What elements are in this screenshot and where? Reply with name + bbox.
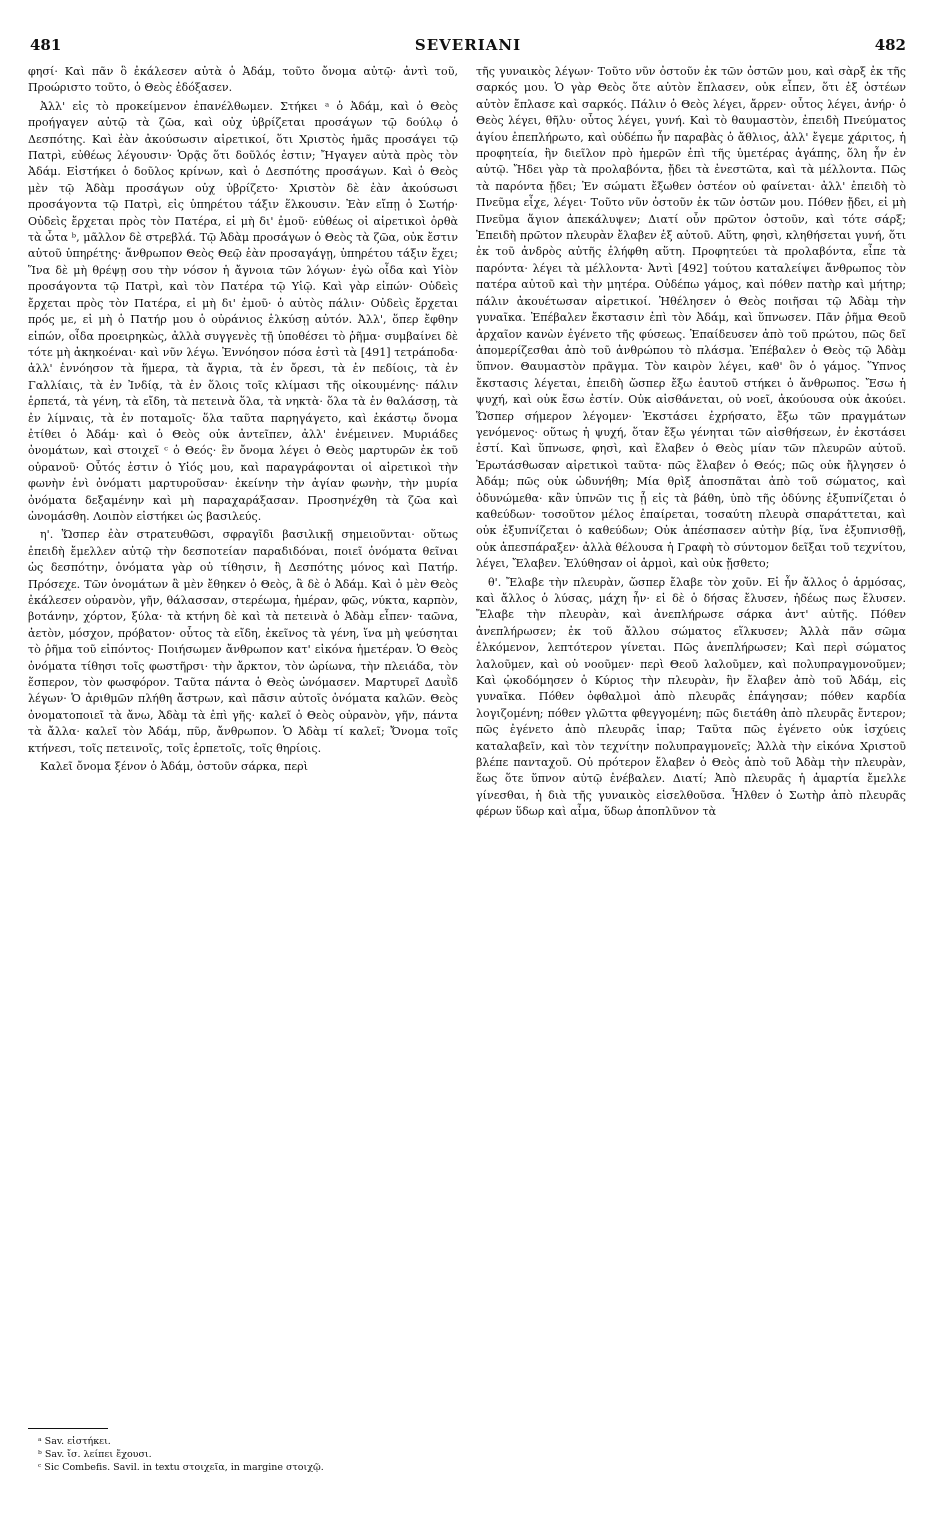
paragraph: Ἀλλ' εἰς τὸ προκείμενον ἐπανέλθωμεν. Στήκει ᵃ ὁ Ἀδάμ, καὶ ὁ Θεὸς προήγαγεν αὐτῷ τὰ ζῶα, καὶ οὐχ ὑβρίζεται προσάγων τῷ δούλῳ ὁ Δεσπότης. Καὶ ἐὰν ἀκούσωσιν αἱρετικοί, ὅτι Χριστὸς ἡμᾶς προσάγει τῷ Πατρὶ, εὐθέως λέγουσιν· Ὁρᾷς ὅτι δοῦλός ἐστιν; Ἤγαγεν αὐτὰ πρὸς τὸν Ἀδάμ. Εἰστήκει ὁ δοῦλος κρίνων, καὶ ὁ Δεσπότης προσάγων. Καὶ ὁ Θεὸς μὲν τῷ Ἀδὰμ προσάγων οὐχ ὑβρίζετο· Χριστὸν δὲ ἐὰν ἀκούσωσι προσάγοντα τῷ Πατρὶ, εἰς ὑπηρέτου τάξιν ἕλκουσιν. Ἐὰν εἴπῃ ὁ Σωτήρ· Οὐδεὶς ἔρχεται πρὸς τὸν Πατέρα, εἰ μὴ δι' ἐμοῦ· εὐθέως οἱ αἱρετικοὶ ὀρθὰ τὰ ὦτα ᵇ, μᾶλλον δὲ στρεβλά. Τῷ Ἀδὰμ προσάγων ὁ Θεὸς τὰ ζῶα, οὐκ ἔστιν αὐτοῦ ὑπηρέτης· ἄνθρωπον Θεὸς Θεῷ ἐὰν προσαγάγῃ, ὑπηρέτου τάξιν ἔχει; Ἵνα δὲ μὴ θρέψῃ σου τὴν νόσον ἡ ἄγνοια τῶν λόγων· ἐγὼ οἶδα καὶ Υἱὸν προσάγοντα τῷ Πατρὶ, καὶ τὸν Πατέρα τῷ Υἱῷ. Καὶ γὰρ εἰπών· Οὐδεὶς ἔρχεται πρὸς τὸν Πατέρα, εἰ μὴ δι' ἐμοῦ· ὁ αὐτὸς πάλιν· Οὐδεὶς ἔρχεται πρός με, εἰ μὴ ὁ Πατήρ μου ὁ οὐράνιος ἑλκύσῃ αὐτόν. Ἀλλ', ὅπερ ἔφθην εἰπών, οἶδα προειρηκὼς, ἀλλὰ συγγενὲς τῇ ὑποθέσει τὸ ῥῆμα· συμβαίνει δὲ τότε μὴ ἀκηκοέναι· καὶ νῦν λέγω. Ἐννόησον πόσα ἐστὶ τὰ [491] τετράποδα· ἀλλ' ἐννόησον τὰ ἥμερα, τὰ ἄγρια, τὰ ἐν ὄρεσι, τὰ ἐν πεδίοις, τὰ ἐν Γαλλίαις, τὰ ἐν Ἰνδίᾳ, τὰ ἐν ὅλοις τοῖς κλίμασι τῆς οἰκουμένης· πάλιν ἑρπετά, τὰ γένη, τὰ εἴδη, τὰ πετεινὰ ὅλα, τὰ νηκτὰ· ὅλα τὰ ἐν θαλάσσῃ, τὰ ἐν λίμναις, τὰ ἐν ποταμοῖς· ὅλα ταῦτα παρηγάγετο, καὶ ἑκάστῳ ὄνομα ἐτίθει ὁ Ἀδάμ· καὶ ὁ Θεὸς οὐκ ἀντεῖπεν, ἀλλ' ἐνέμεινεν. Μυριάδες ὀνομάτων, καὶ στοιχεῖ ᶜ ὁ Θεός· ἓν ὄνομα λέγει ὁ Θεὸς μαρτυρῶν ἐκ τοῦ οὐρανοῦ· Οὗτός ἐστιν ὁ Υἱός μου, καὶ παραγράφονται οἱ αἱρετικοὶ τὴν φωνὴν ἑνὶ ὀνόματι μαρτυροῦσαν· ἐκείνην τὴν ἁγίαν φωνὴν, τὴν μυρία ὀνόματα δεξαμένην καὶ μὴ παραχαράξασαν. Προσηνέχθη τὰ ζῶα καὶ ὠνομάσθη. Λοιπὸν εἰστήκει ὡς βασιλεύς. — [28, 99, 458, 523]
page-number-left: 481 — [30, 36, 62, 54]
paragraph: τῆς γυναικὸς λέγων· Τοῦτο νῦν ὀστοῦν ἐκ τῶν ὀστῶν μου, καὶ σὰρξ ἐκ τῆς σαρκός μου. Ὁ γὰρ Θεὸς ὅτε αὐτὸν ἔπλασεν, οὐκ εἶπεν, ὅτι ἐξ ὀστέων αὐτὸν ἔπλασε καὶ σαρκός. Πάλιν ὁ Θεὸς λέγει, ἄρρεν· οὗτος λέγει, ἀνήρ· ὁ Θεὸς λέγει, θῆλυ· οὗτος λέγει, γυνή. Καὶ τὸ θαυμαστὸν, ἐπειδὴ Πνεύματος ἁγίου ἐπεπλήρωτο, καὶ οὐδέπω ἦν παραβὰς ὁ ἄθλιος, ἀλλ' ἔγεμε χάριτος, ἡ προφητεία, ἣν διεῖλον πρὸ ἡμερῶν ἐπὶ τῆς ὑμετέρας ἀγάπης, ὅλη ἦν ἐν αὐτῷ. Ἤδει γὰρ τὰ προλαβόντα, ᾔδει τὰ ἐνεστῶτα, καὶ τὰ μέλλοντα. Πῶς τὰ παρόντα ᾔδει; Ἐν σώματι ἔξωθεν ὀστέον οὐ φαίνεται· ἀλλ' ἐπειδὴ τὸ Πνεῦμα εἶχε, λέγει· Τοῦτο νῦν ὀστοῦν ἐκ τῶν ὀστῶν μου. Πόθεν ᾔδει, εἰ μὴ Πνεῦμα ἅγιον ἀπεκάλυψεν; Διατί οὖν πρῶτον ὀστοῦν, καὶ τότε σάρξ; Ἐπειδὴ πρῶτον πλευρὰν ἔλαβεν ἐξ αὐτοῦ. Αὕτη, φησὶ, κληθήσεται γυνή, ὅτι ἐκ τοῦ ἀνδρὸς αὐτῆς ἐλήφθη αὕτη. Προφητεύει τὰ προλαβόντα, εἶπε τὰ παρόντα· λέγει τὰ μέλλοντα· Ἀντὶ [492] τούτου καταλείψει ἄνθρωπος τὸν πατέρα αὐτοῦ καὶ τὴν μητέρα. Οὐδέπω γάμος, καὶ πόθεν πατὴρ καὶ μήτηρ; πάλιν ἀκουέτωσαν αἱρετικοί. Ἠθέλησεν ὁ Θεὸς ποιῆσαι τῷ Ἀδὰμ τὴν γυναῖκα. Ἐπέβαλεν ἔκστασιν ἐπὶ τὸν Ἀδάμ, καὶ ὕπνωσεν. Πᾶν ῥῆμα Θεοῦ ἀρχαῖον κανὼν ἐγένετο τῆς φύσεως. Ἐπαίδευσεν ἀπὸ τοῦ πρώτου, πῶς δεῖ ἀπομερίζεσθαι ἀπὸ τοῦ ἀνθρώπου τὸ πλάσμα. Ἐπέβαλεν ὁ Θεὸς τῷ Ἀδὰμ ὕπνον. Θαυμαστὸν πρᾶγμα. Τὸν καιρὸν λέγει, καθ' ὃν ὁ γάμος. Ὕπνος ἔκστασις λέγεται, ἐπειδὴ ὥσπερ ἔξω ἑαυτοῦ στήκει ὁ ἄνθρωπος. Ἔσω ἡ ψυχή, καὶ οὐκ ἔσω ἐστίν. Οὐκ αἰσθάνεται, οὐ νοεῖ, ἀκούουσα οὐκ ἀκούει. Ὥσπερ σήμερον λέγομεν· Ἐκστάσει ἐχρήσατο, ἔξω τῶν πραγμάτων γενόμενος· οὕτως ἡ ψυχή, ὅταν ἔξω γένηται τῶν αἰσθήσεων, ἐν ἐκστάσει ἐστί. Καὶ ὕπνωσε, φησὶ, καὶ ἔλαβεν ὁ Θεὸς μίαν τῶν πλευρῶν αὐτοῦ. Ἐρωτάσθωσαν αἱρετικοὶ ταῦτα· πῶς ἔλαβεν ὁ Θεός; πῶς οὐκ ἤλγησεν ὁ Ἀδάμ; πῶς οὐκ ὠδυνήθη; Μία θρὶξ ἀποσπᾶται ἀπὸ τοῦ σώματος, καὶ ὀδυνώμεθα· κἂν ὑπνῶν τις ᾖ εἰς τὰ βάθη, ὑπὸ τῆς ὀδύνης ἐξυπνίζεται ὁ καθεύδων· τοσοῦτον μέλος ἐπαίρεται, τοσαύτη πλευρὰ σπαράττεται, καὶ οὐκ ἐξυπνίζεται ὁ καθεύδων; Οὐκ ἀπέσπασεν αὐτὴν βίᾳ, ἵνα ἐξυπνισθῇ, οὐκ ἀπεσπάραξεν· ἀλλὰ θέλουσα ἡ Γραφὴ τὸ σύντομον δεῖξαι τοῦ τεχνίτου, λέγει, Ἔλαβεν. Ἐλύθησαν οἱ ἁρμοὶ, καὶ οὐκ ᾔσθετο; — [476, 65, 906, 571]
footnote: ᵃ Sav. εἰστήκει. — [38, 1436, 111, 1447]
footnote-rule — [28, 1428, 108, 1429]
footnote: ᶜ Sic Combefis. Savil. in textu στοιχεῖα, in margine στοιχῷ. — [38, 1462, 324, 1473]
paragraph: θ'. Ἔλαβε τὴν πλευρὰν, ὥσπερ ἔλαβε τὸν χοῦν. Εἰ ἦν ἄλλος ὁ ἁρμόσας, καὶ ἄλλος ὁ λύσας, μάχη ἦν· εἰ δὲ ὁ δήσας ἔλυσεν, ἠδέως πως ἔλυσεν. Ἔλαβε τὴν πλευρὰν, καὶ ἀνεπλήρωσε σάρκα ἀντ' αὐτῆς. Πόθεν ἀνεπλήρωσεν; ἐκ τοῦ ἄλλου σώματος εἵλκυσεν; Ἀλλὰ πᾶν σῶμα ἑλκόμενον, λεπτότερον γίνεται. Πῶς ἀνεπλήρωσεν; Καὶ περὶ σώματος λαλοῦμεν, καὶ οὐ νοοῦμεν· περὶ Θεοῦ λαλοῦμεν, καὶ πολυπραγμονοῦμεν; Καὶ ᾠκοδόμησεν ὁ Κύριος τὴν πλευρὰν, ἣν ἔλαβεν ἀπὸ τοῦ Ἀδάμ, εἰς γυναῖκα. Πόθεν ὀφθαλμοὶ ἀπὸ πλευρᾶς ἐπάγησαν; πόθεν καρδία λογιζομένη; πόθεν γλῶττα φθεγγομένη; πῶς διετάθη ἀπὸ πλευρᾶς ἔντερον; πῶς ἐγένετο ἀπὸ πλευρᾶς ἱπαρ; Ταῦτα πῶς ἐγένετο οὐκ ἰσχύεις καταλαβεῖν, καὶ τὸν τεχνίτην πολυπραγμονεῖς; Ἀλλὰ τὴν εἰκόνα Χριστοῦ βλέπε πανταχοῦ. Οὐ πρότερον ἔλαβεν ὁ Θεὸς ἀπὸ τοῦ Ἀδὰμ τὴν πλευρὰν, ἕως ὅτε ὕπνον αὐτῷ ἐνέβαλεν. Διατί; Ἀπὸ πλευρᾶς ἡ ἁμαρτία ἔμελλε γίνεσθαι, ἡ διὰ τῆς γυναικὸς εἰσελθοῦσα. Ἦλθεν ὁ Σωτὴρ ἀπὸ πλευρᾶς φέρων ὕδωρ καὶ αἷμα, ὕδωρ ἀποπλῦνον τὰ — [476, 575, 906, 819]
running-title: SEVERIANI — [414, 36, 522, 54]
right-column — [476, 64, 906, 823]
left-column — [28, 64, 458, 777]
paragraph: η'. Ὥσπερ ἐὰν στρατευθῶσι, σφραγῖδι βασιλικῇ σημειοῦνται· οὕτως ἐπειδὴ ἔμελλεν αὐτῷ τὴν δεσποτείαν παραδιδόναι, ποιεῖ ὀνόματα θεῖναι ὡς δεσπότην, ὀνόματα γὰρ οὐ τίθησιν, ἢ Δεσπότης μόνος καὶ Πατήρ. Πρόσεχε. Τῶν ὀνομάτων ἃ μὲν ἔθηκεν ὁ Θεὸς, ἃ δὲ ὁ Ἀδάμ. Καὶ ὁ μὲν Θεὸς ἐκάλεσεν οὐρανὸν, γῆν, θάλασσαν, στερέωμα, ἡμέραν, φῶς, νύκτα, καρπὸν, βοτάνην, χόρτον, ξύλα· τὰ κτήνη δὲ καὶ τὰ πετεινὰ ὁ Ἀδὰμ εἶπεν· ταῶνα, ἀετὸν, μόσχον, πρόβατον· οὗτος τὰ εἴδη, ἐκεῖνος τὰ γένη, ἵνα μὴ ψεύσηται τὸ ῥῆμα τοῦ εἰπόντος· Ποιήσωμεν ἄνθρωπον κατ' εἰκόνα ἡμετέραν. Ὁ Θεὸς ὀνόματα τίθησι τοῖς φωστῆρσι· τὴν ἄρκτον, τὸν ὠρίωνα, τὴν πλειάδα, τὸν ἕσπερον, τὸν φωσφόρον. Ταῦτα πάντα ὁ Θεὸς ὠνόμασεν. Μαρτυρεῖ Δαυῒδ λέγων· Ὁ ἀριθμῶν πλήθη ἄστρων, καὶ πᾶσιν αὐτοῖς ὀνόματα καλῶν. Θεὸς ὀνοματοποιεῖ τὰ ἄνω, Ἀδὰμ τὰ ἐπὶ γῆς· καλεῖ ὁ Θεὸς οὐρανὸν, γῆν, πάντα τὰ ἄλλα· καλεῖ τὸν Ἀδάμ, πῦρ, ἄνθρωπον. Ὁ Ἀδὰμ τί καλεῖ; Ὄνομα τοῖς κτήνεσι, τοῖς πετεινοῖς, τοῖς ἑρπετοῖς, τοῖς θηρίοις. — [28, 528, 458, 755]
paragraph: Καλεῖ ὄνομα ξένον ὁ Ἀδάμ, ὀστοῦν σάρκα, περὶ — [40, 760, 309, 774]
paragraph: φησί· Καὶ πᾶν ὃ ἐκάλεσεν αὐτὰ ὁ Ἀδάμ, τοῦτο ὄνομα αὐτῷ· ἀντὶ τοῦ, Προώριστο τοῦτο, ὁ Θεὸς ἐδόξασεν. — [28, 65, 458, 95]
footnote: ᵇ Sav. ἴσ. λείπει ἔχουσι. — [38, 1449, 152, 1460]
page-header — [30, 36, 906, 58]
page-number-right: 482 — [874, 36, 906, 54]
footnotes — [28, 1428, 458, 1474]
